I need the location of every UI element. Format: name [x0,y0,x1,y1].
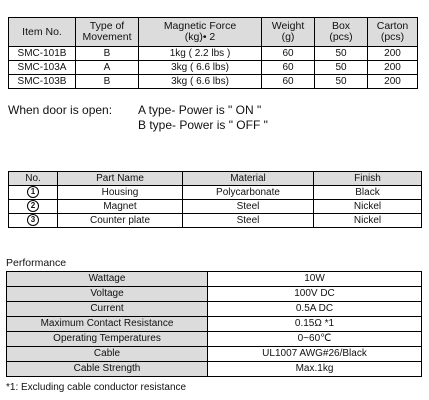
weight-cell: 60 [262,47,315,61]
table-row [7,287,422,302]
table-row [7,317,422,332]
parts-table [8,171,422,228]
spec-value-cell: UL1007 AWG#26/Black [208,347,422,362]
spec-value-cell: 100V DC [208,287,422,302]
table-row [7,302,422,317]
spec-key-cell: Current [7,302,208,317]
movement-cell: B [76,75,139,89]
carton-cell: 200 [368,47,418,61]
circled-number-icon: 2 [27,200,39,212]
part-no-cell [9,200,58,214]
header-no: No. [9,172,58,186]
table-row [7,332,422,347]
footnote: *1: Excluding cable conductor resistance [6,382,187,393]
finish-cell: Black [314,186,422,200]
movement-cell: B [76,47,139,61]
table-row [7,362,422,377]
header-material: Material [183,172,314,186]
door-note-a-type: A type- Power is " ON " [138,103,262,117]
part-no-cell [9,214,58,228]
material-cell: Steel [183,200,314,214]
spec-key-cell: Cable [7,347,208,362]
table-row [9,214,422,228]
models-header-row [9,18,418,47]
table-row [9,200,422,214]
spec-value-cell: 10W [208,272,422,287]
item-no-cell: SMC-103A [9,61,76,75]
performance-table [6,271,422,377]
carton-cell: 200 [368,75,418,89]
finish-cell: Nickel [314,200,422,214]
spec-key-cell: Voltage [7,287,208,302]
models-table [8,17,418,89]
door-note-b-type: B type- Power is " OFF " [138,118,268,132]
table-row [9,186,422,200]
force-cell: 1kg ( 2.2 lbs ) [139,47,262,61]
part-name-cell: Counter plate [58,214,183,228]
spec-key-cell: Cable Strength [7,362,208,377]
header-magnetic-force: Magnetic Force (kg)• 2 [139,18,262,47]
item-no-cell: SMC-103B [9,75,76,89]
material-cell: Polycarbonate [183,186,314,200]
header-box: Box (pcs) [315,18,368,47]
spec-key-cell: Wattage [7,272,208,287]
circled-number-icon: 1 [27,186,39,198]
box-cell: 50 [315,61,368,75]
part-no-cell [9,186,58,200]
header-item-no: Item No. [9,18,76,47]
header-carton: Carton (pcs) [368,18,418,47]
force-cell: 3kg ( 6.6 lbs) [139,75,262,89]
table-row [9,61,418,75]
header-finish: Finish [314,172,422,186]
parts-header-row [9,172,422,186]
force-cell: 3kg ( 6.6 lbs) [139,61,262,75]
table-row [7,347,422,362]
performance-title: Performance [6,257,67,269]
table-row [9,47,418,61]
box-cell: 50 [315,47,368,61]
table-row [9,75,418,89]
spec-value-cell: 0.15Ω *1 [208,317,422,332]
part-name-cell: Magnet [58,200,183,214]
weight-cell: 60 [262,75,315,89]
spec-key-cell: Operating Temperatures [7,332,208,347]
spec-value-cell: Max.1kg [208,362,422,377]
item-no-cell: SMC-101B [9,47,76,61]
header-type-of-movement: Type of Movement [76,18,139,47]
spec-value-cell: 0.5A DC [208,302,422,317]
finish-cell: Nickel [314,214,422,228]
material-cell: Steel [183,214,314,228]
header-part-name: Part Name [58,172,183,186]
weight-cell: 60 [262,61,315,75]
circled-number-icon: 3 [27,214,39,226]
table-row [7,272,422,287]
header-weight: Weight (g) [262,18,315,47]
part-name-cell: Housing [58,186,183,200]
spec-key-cell: Maximum Contact Resistance [7,317,208,332]
movement-cell: A [76,61,139,75]
box-cell: 50 [315,75,368,89]
carton-cell: 200 [368,61,418,75]
door-note-label: When door is open: [8,103,113,117]
spec-value-cell: 0~60℃ [208,332,422,347]
